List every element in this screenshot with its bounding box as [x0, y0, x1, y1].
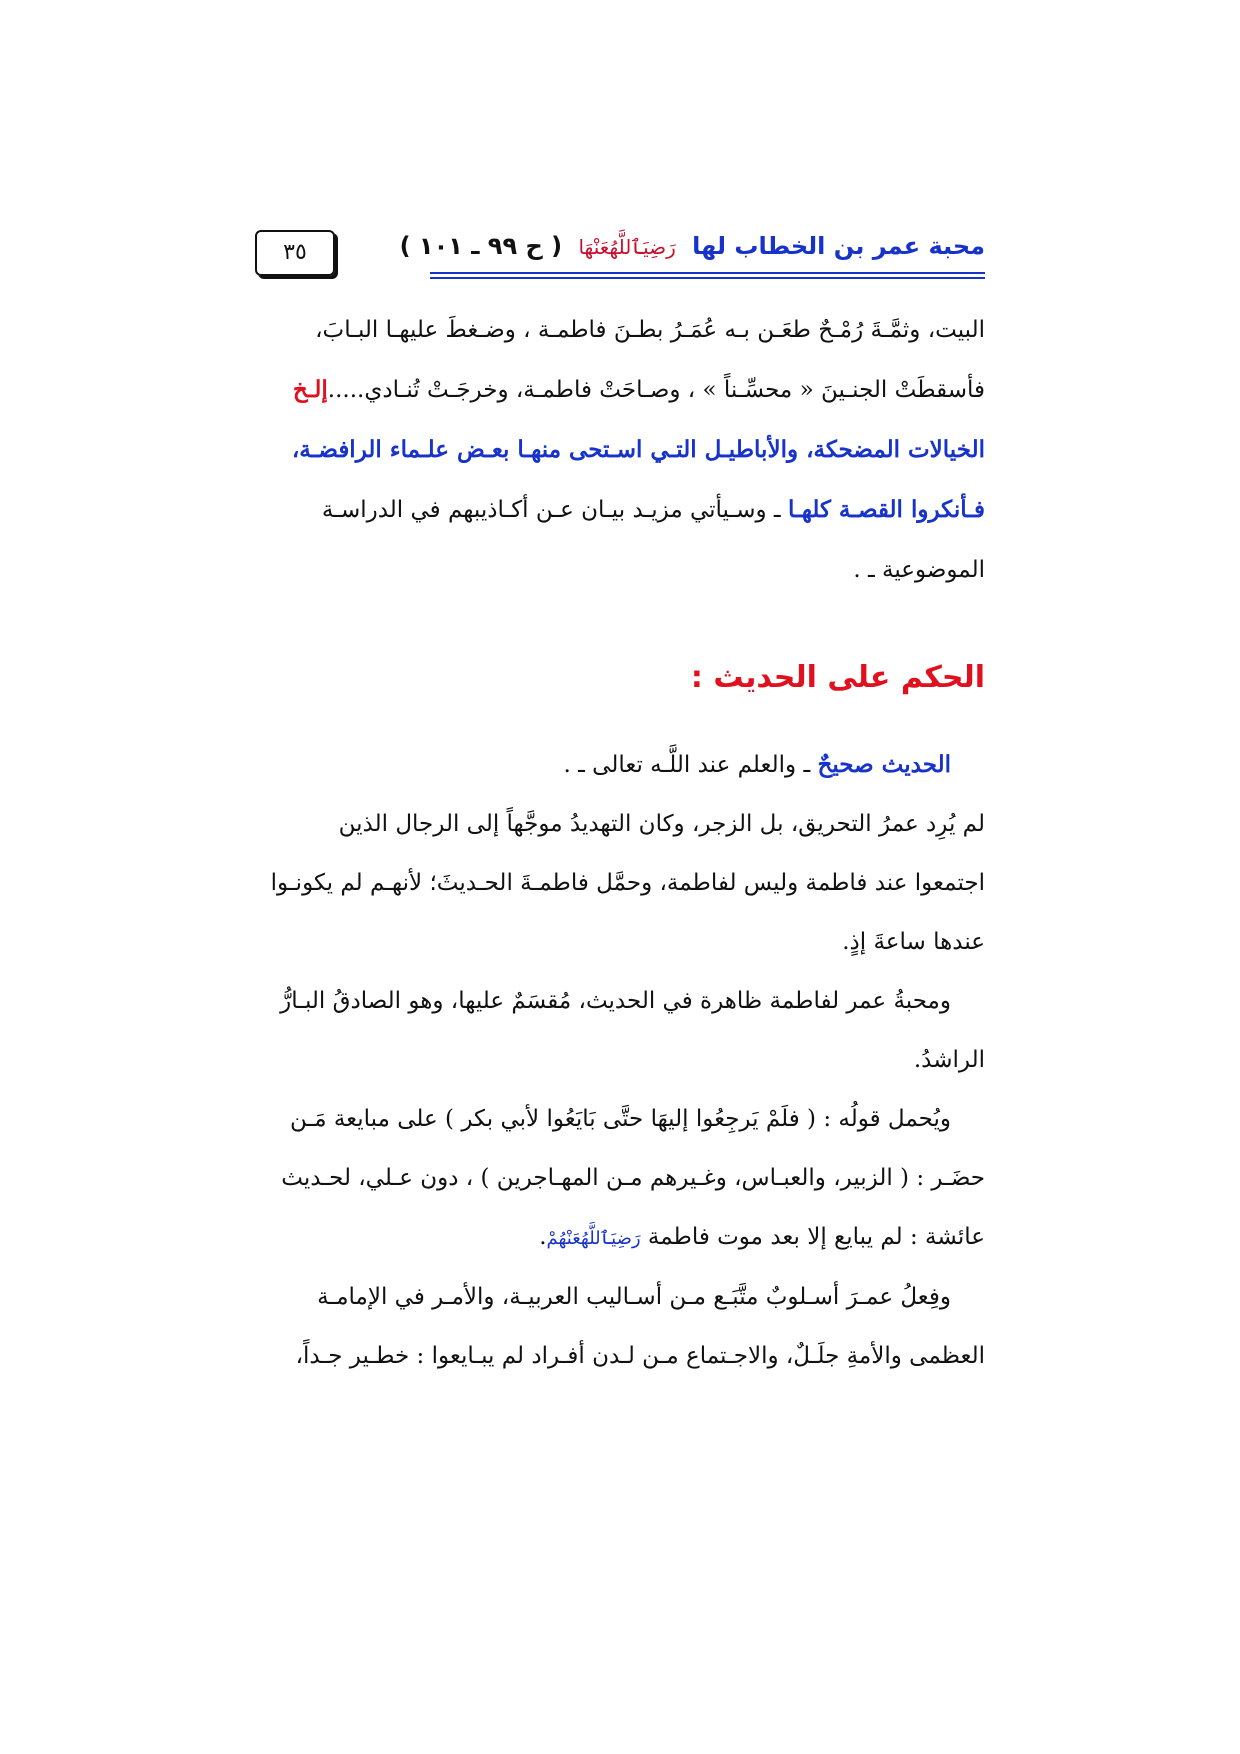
text-line: وفِعلُ عمـرَ أسـلوبٌ متَّبَـع مـن أسـاليب العربيـة، والأمـر في الإمامـة — [317, 1284, 951, 1310]
text-segment: . — [539, 1224, 547, 1250]
text-segment: ـ وسـيأتي مزيـد بيـان عـن أكـاذيبهم في الدراسـة — [321, 497, 788, 523]
text-line: حضَـر : ( الزبير، والعبـاس، وغـيرهم مـن المهـاجرين ) ، دون عـلي، لحـديث — [281, 1165, 985, 1191]
honorific-glyph: رَضِيَٱللَّهُعَنْهَا — [578, 235, 676, 259]
text-line — [255, 1208, 985, 1268]
running-title — [400, 232, 985, 260]
text-line: لم يُرِد عمرُ التحريق، بل الزجر، وكان التهديدُ موجَّهاً إلى الرجال الذين — [338, 811, 985, 837]
text-line: اجتمعوا عند فاطمة وليس لفاطمة، وحمَّل فاطمـةَ الحـديثَ؛ لأنهـم لم يكونـوا — [270, 870, 985, 896]
text-line: الراشدُ. — [913, 1047, 985, 1073]
text-line — [255, 480, 985, 540]
text-line: ويُحمل قولُه : ( فلَمْ يَرجِعُوا إليهَا حتَّى بَايَعُوا لأبي بكر ) على مبايعة مَـن — [289, 1106, 951, 1132]
ruling-section — [255, 735, 985, 1386]
text-segment: عائشة : لم يبايع إلا بعد موت فاطمة — [640, 1224, 985, 1250]
text-line: العظمى والأمةِ جلَـلٌ، والاجـتماع مـن لـدن أفـراد لم يبـايعوا : خطـير جـداً، — [295, 1343, 985, 1369]
blue-emphasis: الحديث صحيحٌ — [817, 751, 951, 778]
text-line: عندها ساعةَ إذٍ. — [842, 929, 985, 955]
text-segment: ـ والعلم عند اللَّـه تعالى ـ . — [563, 752, 818, 778]
hadith-reference: ( ح ٩٩ ـ ١٠١ ) — [399, 232, 563, 260]
text-line: ومحبةُ عمر لفاطمة ظاهرة في الحديث، مُقسَمٌ عليها، وهو الصادقُ البـارُّ — [280, 988, 951, 1014]
page-header — [255, 228, 985, 280]
paragraph-story — [255, 300, 985, 600]
running-title-text: محبة عمر بن الخطاب لها — [692, 232, 985, 260]
header-double-rule — [430, 272, 985, 279]
ruling-line — [255, 735, 985, 795]
blue-emphasis-line: الخيالات المضحكة، والأباطيـل التـي اسـتحى منهـا بعـض علـماء الرافضـة، — [291, 436, 985, 463]
page-number-box — [255, 230, 335, 276]
red-emphasis: إلـخ — [292, 376, 328, 403]
page-number: ٣٥ — [283, 240, 307, 265]
blue-emphasis: فـأنكروا القصـة كلهـا — [787, 496, 985, 523]
text-line: الموضوعية ـ . — [853, 557, 985, 583]
text-segment: فأسقطَتْ الجنـينَ « محسِّـناً » ، وصـاحَتْ فاطمـة، وخرجَـتْ تُنـادي..... — [327, 377, 985, 403]
text-line — [255, 360, 985, 420]
section-heading: الحكم على الحديث : — [690, 660, 985, 695]
honorific-glyph: رَضِيَٱللَّهُعَنْهُمْ — [546, 1228, 641, 1249]
text-line: البيت، وثمَّـةَ رُمْـحٌ طعَـن بـه عُمَـرُ بطـنَ فاطمـة ، وضـغطَ عليهـا البـابَ، — [315, 317, 985, 343]
